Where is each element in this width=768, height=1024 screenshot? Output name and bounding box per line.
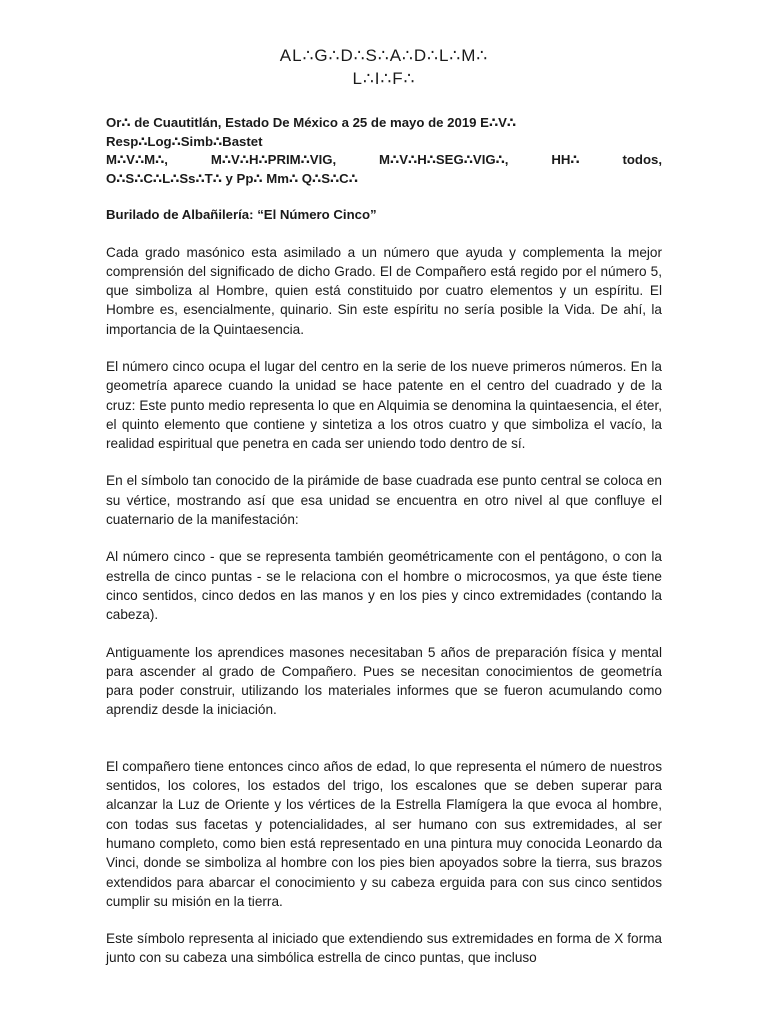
- header-block: [106, 114, 662, 188]
- title-line-2: L∴I∴F∴: [352, 69, 416, 88]
- header-line-4: O∴S∴C∴L∴Ss∴T∴ y Pp∴ Mm∴ Q∴S∴C∴: [106, 170, 358, 186]
- paragraph-5: Antiguamente los aprendices masones necesitaban 5 años de preparación física y mental para ascender al grado de Compañero. Pues se necesitan conocimientos de geometría para poder construir, utilizando los materiales informes que se fueron acumulando como aprendiz desde la iniciación.: [106, 644, 662, 718]
- paragraph-7: Este símbolo representa al iniciado que extendiendo sus extremidades en forma de X forma junto con su cabeza una simbólica estrella de cinco puntas, que incluso: [106, 931, 662, 966]
- paragraph-3: En el símbolo tan conocido de la pirámide de base cuadrada ese punto central se coloca en su vértice, mostrando así que esa unidad se encuentra en otro nivel al que confluye el cuaternario de la manifestación:: [106, 473, 662, 528]
- paragraph-6: El compañero tiene entonces cinco años de edad, lo que representa el número de nuestros sentidos, los colores, los estados del trigo, los escalones que se deben superar para alcanzar la Luz de Oriente y los vértices de la Estrella Flamígera la que evoca al hombre, con todas sus facetas y potencialidades, al ser humano con sus extremidades, al ser humano completo, como bien está representado en una pintura muy conocida Leonardo da Vinci, donde se simboliza al hombre con los pies bien apoyados sobre la tierra, sus brazos extendidos para abarcar el conocimiento y su cabeza erguida para con sus cinco sentidos cumplir su misión en la tierra.: [106, 758, 662, 909]
- paragraph-4: Al número cinco - que se representa también geométricamente con el pentágono, o con la estrella de cinco puntas - se le relaciona con el hombre o microcosmos, ya que éste tiene cinco sentidos, cinco dedos en las manos y en los pies y cinco extremidades (contando la cabeza).: [106, 549, 662, 623]
- paragraph-2: El número cinco ocupa el lugar del centro en la serie de los nueve primeros números. En la geometría aparece cuando la unidad se hace patente en el centro del cuadrado y de la cruz: Este punto medio representa lo que en Alquimia se denomina la quintaesencia, el éter, el quinto elemento que contiene y sintetiza a los otros cuatro y que simboliza el vacío, la realidad espiritual que penetra en cada ser uniendo todo dentro de sí.: [106, 358, 662, 452]
- header-line-3: M∴V∴M∴, M∴V∴H∴PRIM∴VIG, M∴V∴H∴SEG∴VIG∴, HH∴ todos,: [106, 152, 662, 167]
- header-line-2: Resp∴Log∴Simb∴Bastet: [106, 133, 263, 149]
- header-line-1: Or∴ de Cuautitlán, Estado De México a 25 de mayo de 2019 E∴V∴: [106, 115, 517, 130]
- paragraph-1: Cada grado masónico esta asimilado a un número que ayuda y complementa la mejor comprensión del significado de dicho Grado. El de Compañero está regido por el número 5, que simboliza al Hombre, quien está constituido por cuatro elementos y un espíritu. El Hombre es, esencialmente, quinario. Sin este espíritu no sería posible la Vida. De ahí, la importancia de la Quintaesencia.: [106, 244, 662, 337]
- document-title: [106, 44, 662, 90]
- title-line-1: AL∴G∴D∴S∴A∴D∴L∴M∴: [279, 46, 489, 65]
- document-subtitle: Burilado de Albañilería: “El Número Cinco”: [106, 207, 377, 222]
